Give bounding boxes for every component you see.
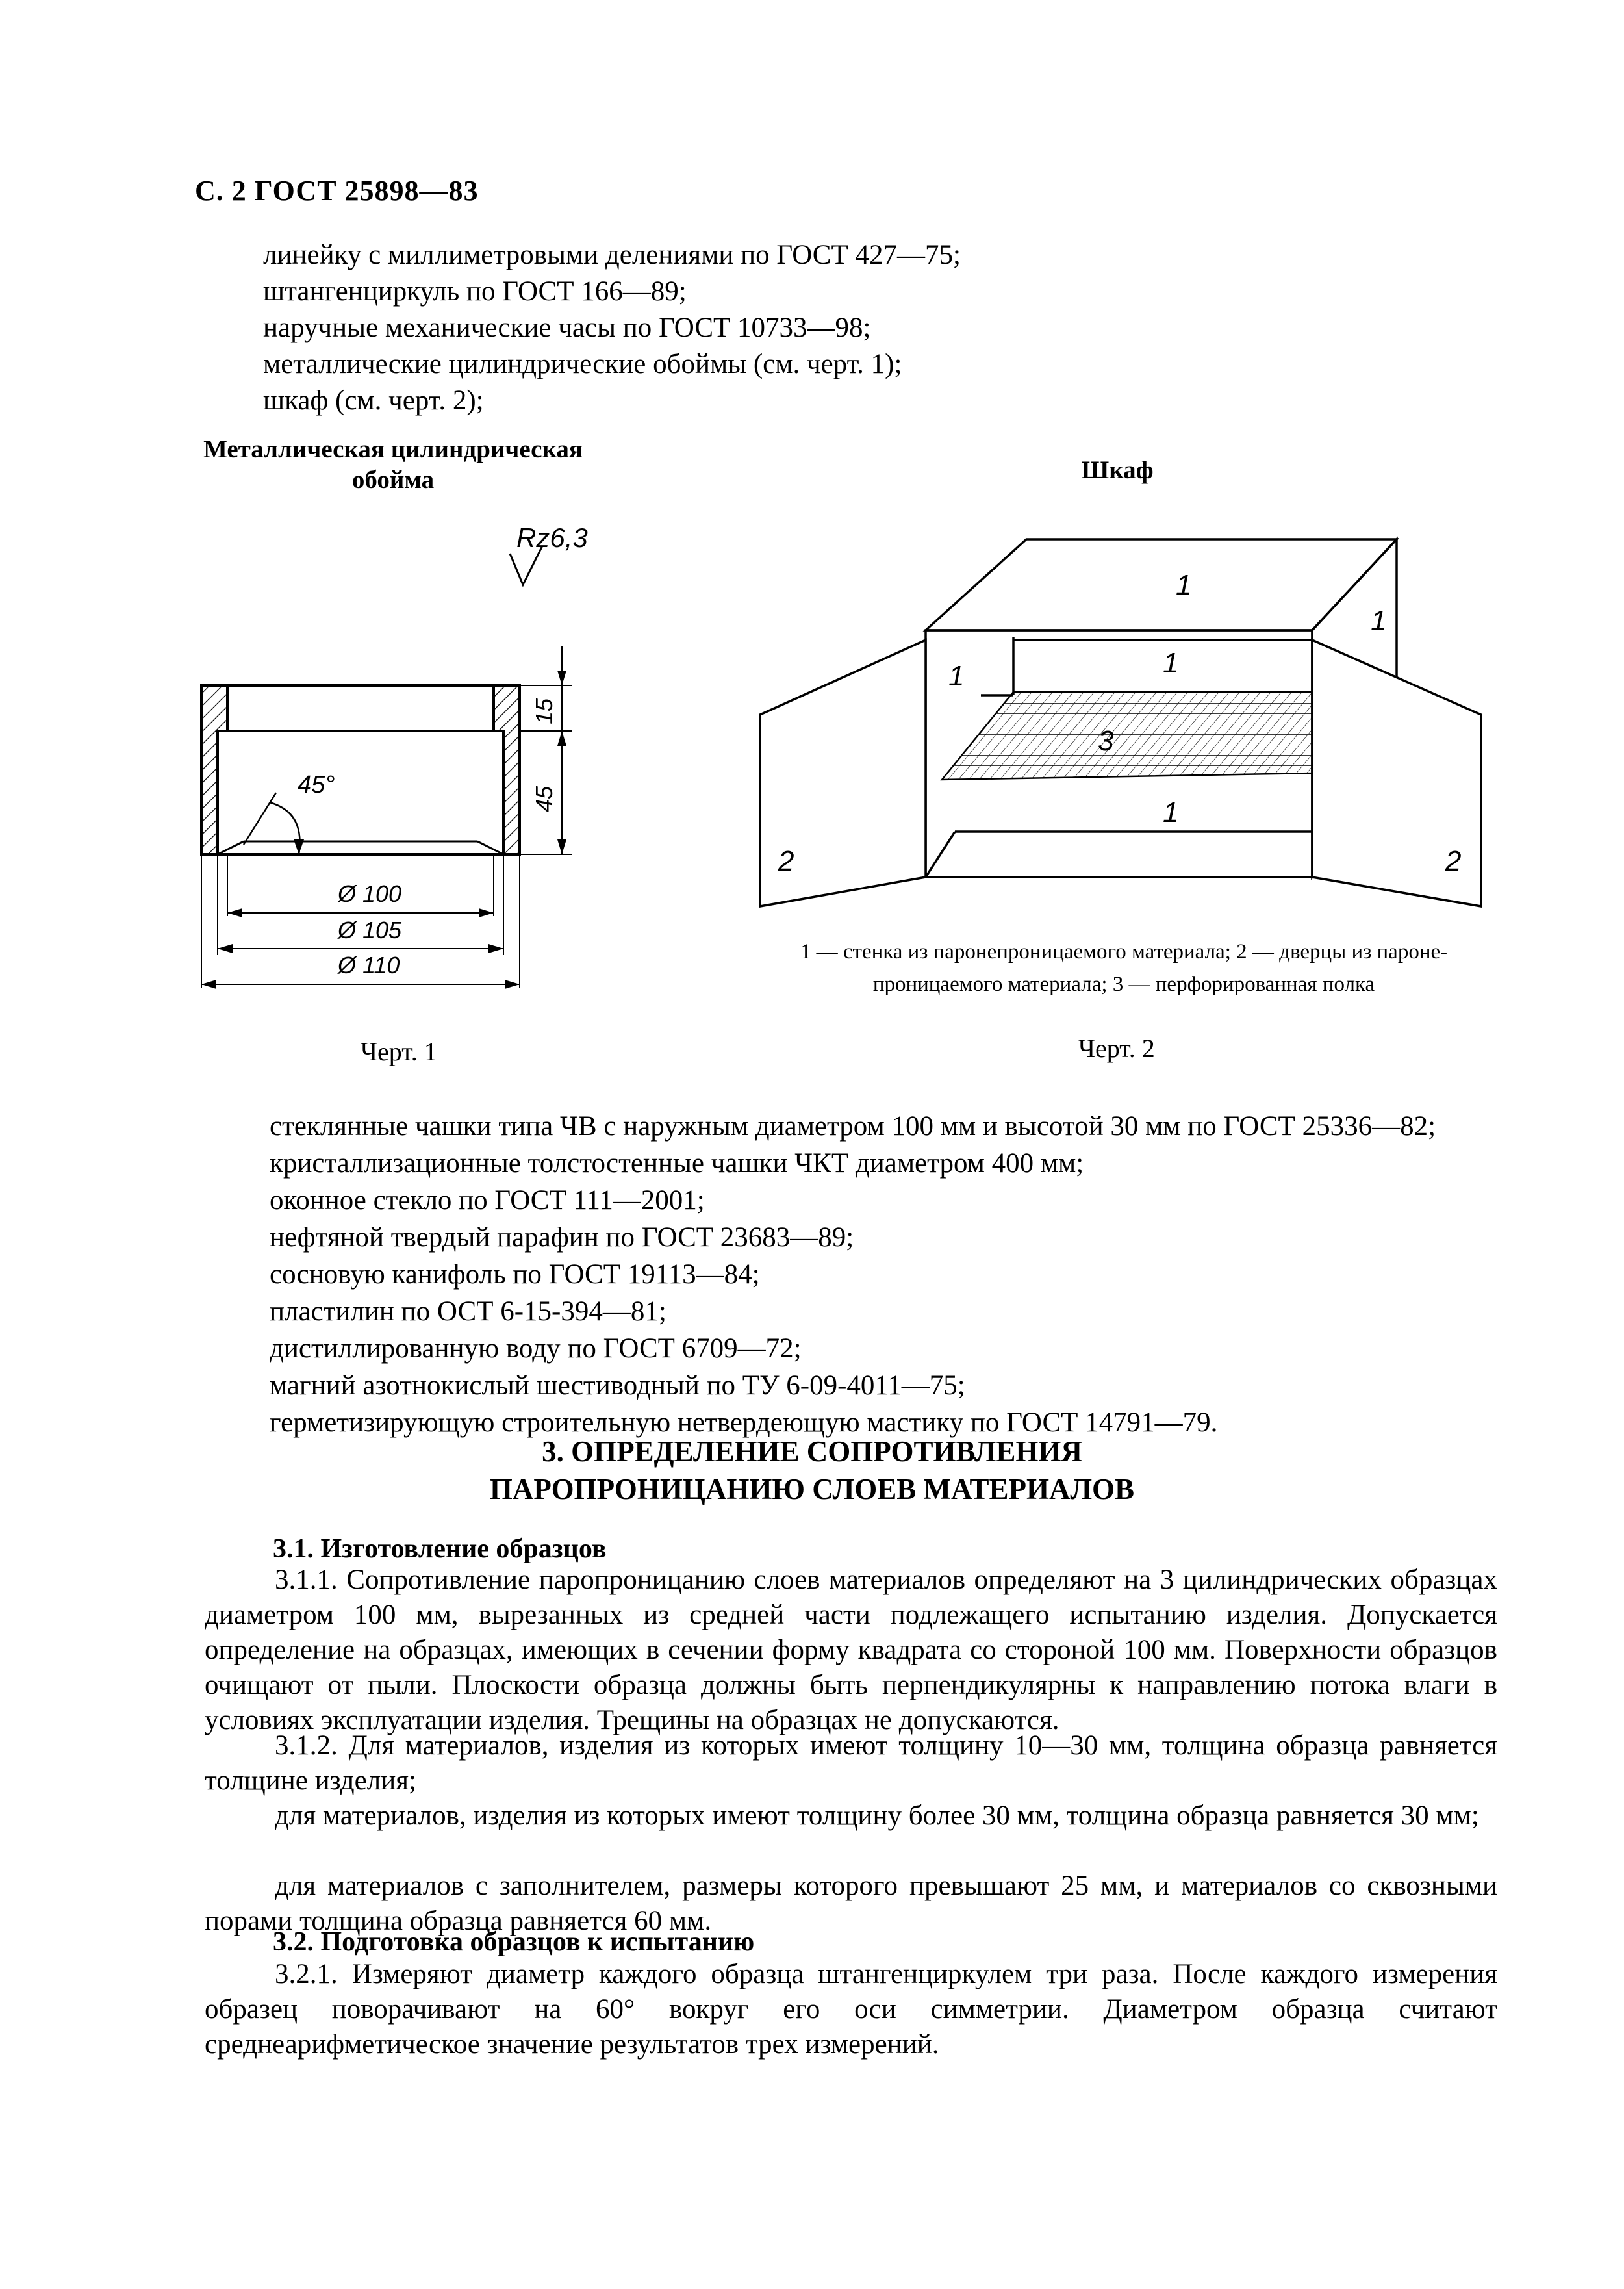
equipment-list-top [263, 237, 961, 419]
label-3: 3 [1098, 725, 1114, 757]
list-item: металлические цилиндрические обоймы (см. черт. 1); [263, 349, 902, 379]
list-item: оконное стекло по ГОСТ 111—2001; [270, 1185, 705, 1216]
dim-d110: Ø 110 [338, 952, 400, 978]
label-1-left: 1 [948, 660, 965, 692]
perforated-shelf [942, 692, 1312, 780]
list-item: штангенциркуль по ГОСТ 166—89; [263, 276, 687, 307]
dim-d100: Ø 100 [338, 880, 402, 907]
ring-section [201, 685, 520, 854]
label-2-left: 2 [778, 845, 794, 877]
figure2-caption: Черт. 2 [1078, 1034, 1155, 1063]
label-2-right: 2 [1445, 845, 1462, 877]
figure2-legend: 1 — стенка из паронепроницаемого материала; 2 — дверцы из пароне- проницаемого материала; 3 — перфорированная полка [800, 940, 1448, 996]
subsection-3-1-title: 3.1. Изготовление образцов [273, 1534, 607, 1564]
list-item: нефтяной твердый парафин по ГОСТ 23683—89; [270, 1222, 854, 1253]
subsection-3-2-title: 3.2. Подготовка образцов к испытанию [273, 1927, 755, 1957]
label-1-side: 1 [1371, 605, 1387, 637]
list-item: линейку с миллиметровыми делениями по ГОСТ 427—75; [263, 240, 961, 270]
figure2-drawing [734, 526, 1514, 929]
dim-d105: Ø 105 [338, 917, 402, 943]
paragraph-3-1-2-b: для материалов, изделия из которых имеют толщину более 30 мм, толщина образца равняется 30 мм; [275, 1800, 1479, 1831]
paragraph-3-1-2-c: для материалов с заполнителем, размеры которого превышают 25 мм, и материалов со сквозными порами толщина образца равняется 60 мм. [205, 1871, 1497, 1936]
label-1-top: 1 [1176, 569, 1192, 601]
dim-45: 45 [531, 786, 557, 812]
list-item: кристаллизационные толстостенные чашки ЧКТ диаметром 400 мм; [270, 1148, 1084, 1179]
list-item: наручные механические часы по ГОСТ 10733—98; [263, 313, 871, 343]
paragraph-3-1-2: 3.1.2. Для материалов, изделия из которых имеют толщину 10—30 мм, толщина образца равняется толщине изделия; [205, 1730, 1497, 1796]
list-item: стеклянные чашки типа ЧВ с наружным диаметром 100 мм и высотой 30 мм по ГОСТ 25336—82; [270, 1111, 1436, 1142]
equipment-list-bottom [270, 1108, 1436, 1441]
figure1-drawing [182, 507, 624, 1027]
page-header: С. 2 ГОСТ 25898—83 [195, 175, 479, 207]
figure1-caption: Черт. 1 [361, 1037, 437, 1066]
list-item: шкаф (см. черт. 2); [263, 385, 484, 416]
label-1-back: 1 [1163, 647, 1179, 679]
angle-label: 45° [298, 771, 335, 799]
roughness-label: Rz6,3 [516, 522, 588, 553]
dim-15: 15 [531, 698, 557, 724]
section-title: 3. ОПРЕДЕЛЕНИЕ СОПРОТИВЛЕНИЯ ПАРОПРОНИЦАНИЮ СЛОЕВ МАТЕРИАЛОВ [489, 1435, 1135, 1505]
list-item: магний азотнокислый шестиводный по ТУ 6-09-4011—75; [270, 1370, 965, 1401]
list-item: пластилин по ОСТ 6-15-394—81; [270, 1296, 666, 1327]
list-item: сосновую канифоль по ГОСТ 19113—84; [270, 1259, 760, 1290]
figure2-title: Шкаф [1081, 456, 1154, 484]
figure1-title: Металлическая цилиндрическая обойма [203, 435, 583, 494]
list-item: герметизирующую строительную нетвердеющую мастику по ГОСТ 14791—79. [270, 1407, 1218, 1438]
label-1-bottom: 1 [1163, 797, 1179, 828]
list-item: дистиллированную воду по ГОСТ 6709—72; [270, 1333, 802, 1364]
paragraph-3-1-1: 3.1.1. Сопротивление паропроницанию слоев материалов определяют на 3 цилиндрических образцах диаметром 100 мм, вырезанных из средней части подлежащего испытанию изделия. Допускается определение на образцах, имеющих в сечении форму квадрата со стороной 100 мм. Поверхности образцов очищают от пыли. Плоскости образца должны быть перпендикулярны к направлению потока влаги в условиях эксплуатации изделия. Трещины на образцах не допускаются. [205, 1565, 1497, 1735]
paragraph-3-2-1: 3.2.1. Измеряют диаметр каждого образца штангенциркулем три раза. После каждого измерения образец поворачивают на 60° вокруг его оси симметрии. Диаметром образца считают среднеарифметическое значение результатов трех измерений. [205, 1959, 1497, 2060]
